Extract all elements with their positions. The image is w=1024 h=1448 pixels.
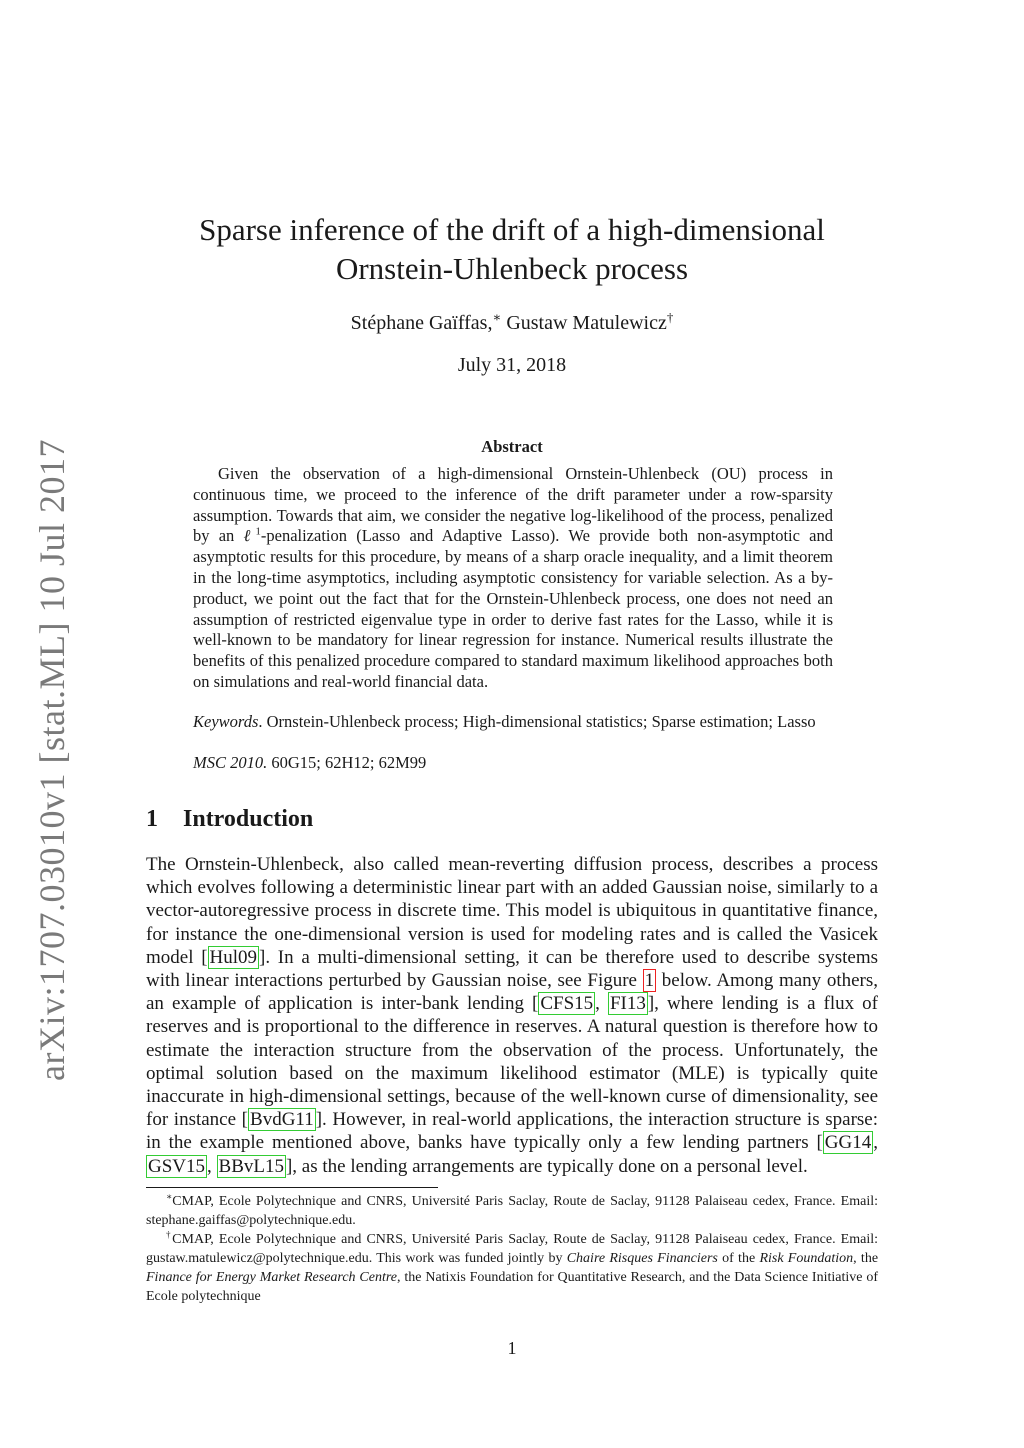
title-line-2: Ornstein-Uhlenbeck process [335, 251, 689, 286]
footnote-2 [146, 1230, 878, 1306]
footnote-2-text: of the [717, 1251, 760, 1266]
intro-text: ]. In a multi-dimensional setting, it can be therefore used to describe systems with linear interactions perturbed by Gaussian noise, see Figure [146, 946, 878, 992]
footnote-2-italic: Finance for Energy Market Research Centre [146, 1270, 398, 1285]
ell-symbol: ℓ [243, 526, 256, 546]
footnote-1 [146, 1192, 878, 1230]
citation-cfs15-link[interactable]: CFS15 [540, 993, 594, 1015]
author-list [0, 309, 1024, 335]
abstract-text-part-2: -penalization (Lasso and Adaptive Lasso). We provide both non-asymptotic and asymptotic results for this procedure, by means of a sharp oracle inequality, and a limit theorem in the long-time asymptotics, including asymptotic consistency for variable selection. As a by-product, we point out the fact that for the Ornstein-Uhlenbeck process, one does not need an assumption of restricted eigenvalue type in order to derive fast rates for the Lasso, while it is well-known to be mandatory for linear regression for instance. Numerical results illustrate the benefits of this penalized procedure compared to standard maximum likelihood approaches both on simulations and real-world financial data. [193, 526, 834, 691]
abstract-text-part-1: Given the observation of a high-dimensional Ornstein-Uhlenbeck (OU) process in continuous time, we proceed to the inference of the drift parameter under a row-sparsity assumption. Towards that aim, we consider the negative log-likelihood of the process, penalized by an [193, 464, 833, 546]
ell-superscript: 1 [255, 525, 261, 538]
intro-text: , [595, 993, 608, 1015]
author-1: Stéphane Gaïffas, [350, 312, 493, 334]
intro-text: ]. However, in real-world applications, the interaction structure is sparse: in the example mentioned above, banks have typically only a few lending partners [ [146, 1109, 878, 1154]
intro-text: ], as the lending arrangements are typically done on a personal level. [285, 1155, 808, 1177]
footnote-2-text: CMAP, Ecole Polytechnique and CNRS, Université Paris Saclay, Route de Saclay, 91128 Palaiseau cedex, France. Email: gustaw.matulewicz@polytechnique.edu. This work was funded jointly by [146, 1232, 879, 1266]
intro-text: , [207, 1155, 217, 1177]
intro-text: The Ornstein-Uhlenbeck, also called mean-reverting diffusion process, describes a process which evolves following a deterministic linear part with an added Gaussian noise, similarly to a vector-autoregressive process in discrete time. This model is ubiquitous in quantitative finance, for instance the one-dimensional version is used for modeling rates and is called the Vasicek model [ [146, 854, 878, 968]
msc-label: MSC 2010. [193, 753, 268, 772]
msc-codes: 60G15; 62H12; 62M99 [267, 753, 427, 772]
intro-text: below. Among many others, an example of application is inter-bank lending [ [146, 970, 879, 1015]
author-2: Gustaw Matulewicz [506, 312, 667, 334]
citation-bvdg11-link[interactable]: BvdG11 [250, 1109, 314, 1131]
citation-hul09-link[interactable]: Hul09 [209, 946, 258, 968]
title-line-1: Sparse inference of the drift of a high-dimensional [199, 212, 825, 247]
paper-title [0, 210, 1024, 288]
footnote-2-text: , the [853, 1251, 879, 1266]
paper-date: July 31, 2018 [457, 354, 567, 376]
footnote-1-text: CMAP, Ecole Polytechnique and CNRS, Université Paris Saclay, Route de Saclay, 91128 Palaiseau cedex, France. Email: stephane.gaiffas@polytechnique.edu. [146, 1194, 878, 1228]
keywords-text: . Ornstein-Uhlenbeck process; High-dimensional statistics; Sparse estimation; Lasso [258, 712, 816, 731]
abstract-body [193, 464, 833, 693]
author-1-footnote-mark[interactable]: ∗ [492, 309, 502, 325]
intro-text: ], where lending is a flux of reserves and is proportional to the difference in reserves. A natural question is therefore how to estimate the interaction structure from the observation of the process. Unfortunately, the optimal solution based on the maximum likelihood estimator (MLE) is typically quite inaccurate in high-dimensional settings, because of the well-known curse of dimensionality, see for instance [ [146, 993, 878, 1131]
citation-bbvl15-link[interactable]: BBvL15 [218, 1155, 284, 1177]
footnote-2-mark: † [166, 1229, 173, 1240]
footnote-divider [146, 1187, 438, 1188]
footnote-2-text: , the Natixis Foundation for Quantitative Research, and the Data Science Initiative of Ecole polytechnique [146, 1270, 878, 1304]
footnote-1-mark: ∗ [166, 1191, 173, 1202]
citation-gg14-link[interactable]: GG14 [824, 1132, 872, 1154]
keywords-line [193, 712, 873, 732]
intro-text: , [873, 1132, 878, 1154]
citation-gsv15-link[interactable]: GSV15 [148, 1155, 206, 1177]
abstract-heading: Abstract [481, 437, 543, 456]
msc-line [193, 753, 833, 773]
page-number: 1 [507, 1338, 517, 1358]
footnote-2-italic: Chaire Risques Financiers [566, 1251, 718, 1266]
keywords-label: Keywords [193, 712, 259, 731]
figure-1-link[interactable]: 1 [644, 970, 655, 992]
footnote-2-italic: Risk Foundation [759, 1251, 854, 1266]
section-title: Introduction [183, 806, 314, 832]
introduction-paragraph [146, 853, 878, 1178]
section-number: 1 [146, 806, 158, 832]
author-2-footnote-mark[interactable]: † [666, 309, 674, 325]
footnotes [146, 1192, 878, 1306]
section-heading-introduction [146, 806, 313, 833]
citation-fi13-link[interactable]: FI13 [609, 993, 646, 1015]
arxiv-identifier-stamp: arXiv:1707.03010v1 [stat.ML] 10 Jul 2017 [32, 439, 72, 1081]
